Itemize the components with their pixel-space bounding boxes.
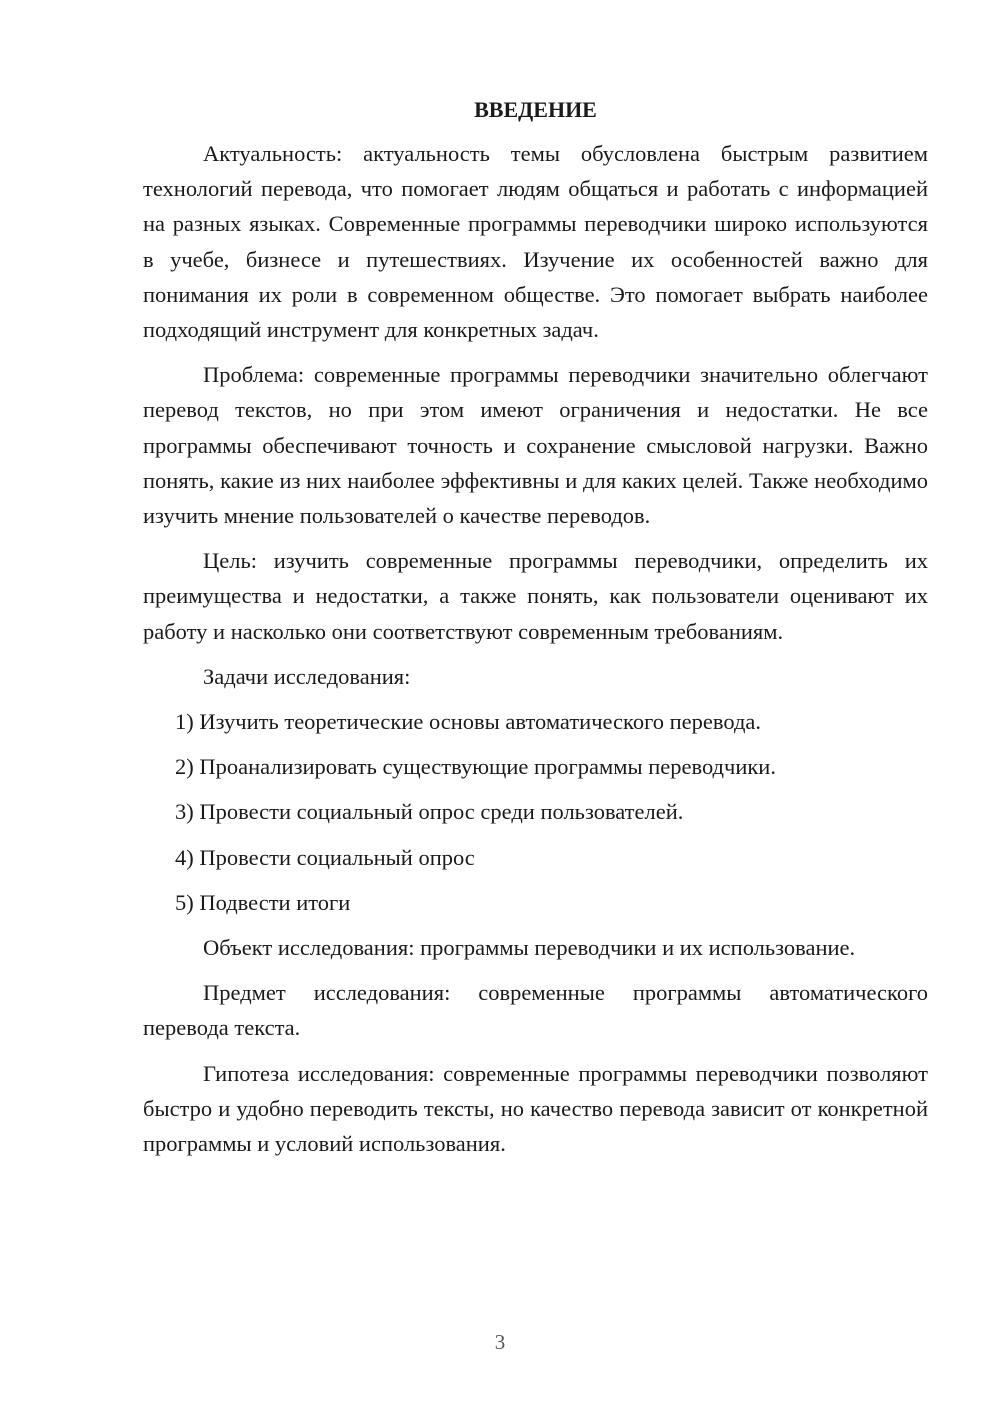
tasks-list [143,704,928,920]
list-item: 2) Проанализировать существующие программы переводчики. [175,754,776,780]
list-item: 3) Провести социальный опрос среди пользователей. [175,799,684,825]
list-item: 5) Подвести итоги [175,889,351,915]
hypothesis-paragraph: Гипотеза исследования: современные программы переводчики позволяют быстро и удобно переводить тексты, но качество перевода зависит от конкретной программы и условий использования. [143,1060,928,1157]
tasks-heading: Задачи исследования: [203,663,411,689]
list-item: 1) Изучить теоретические основы автоматического перевода. [175,709,762,735]
page-number: 3 [494,1330,506,1354]
object-paragraph: Объект исследования: программы переводчики и их использование. [203,935,856,961]
problem-paragraph: Проблема: современные программы переводчики значительно облегчают перевод текстов, но при этом имеют ограничения и недостатки. Не все программы обеспечивают точность и сохранение смысловой нагрузки. Важно понять, какие из них наиболее эффективны и для каких целей. Также необходимо изучить мнение пользователей о качестве переводов. [143,362,928,529]
list-item: 4) Провести социальный опрос [175,844,475,870]
goal-paragraph: Цель: изучить современные программы переводчики, определить их преимущества и недостатки, а также понять, как пользователи оценивают их работу и насколько они соответствуют современным требованиям. [143,548,928,644]
document-page [143,92,928,1171]
subject-paragraph: Предмет исследования: современные программы автоматического перевода текста. [143,980,928,1041]
page-title: ВВЕДЕНИЕ [474,97,597,122]
relevance-paragraph: Актуальность: актуальность темы обусловлена быстрым развитием технологий перевода, что помогает людям общаться и работать с информацией на разных языках. Современные программы переводчики широко используются в учебе, бизнесе и путешествиях. Изучение их особенностей важно для понимания их роли в современном обществе. Это помогает выбрать наиболее подходящий инструмент для конкретных задач. [143,141,928,343]
